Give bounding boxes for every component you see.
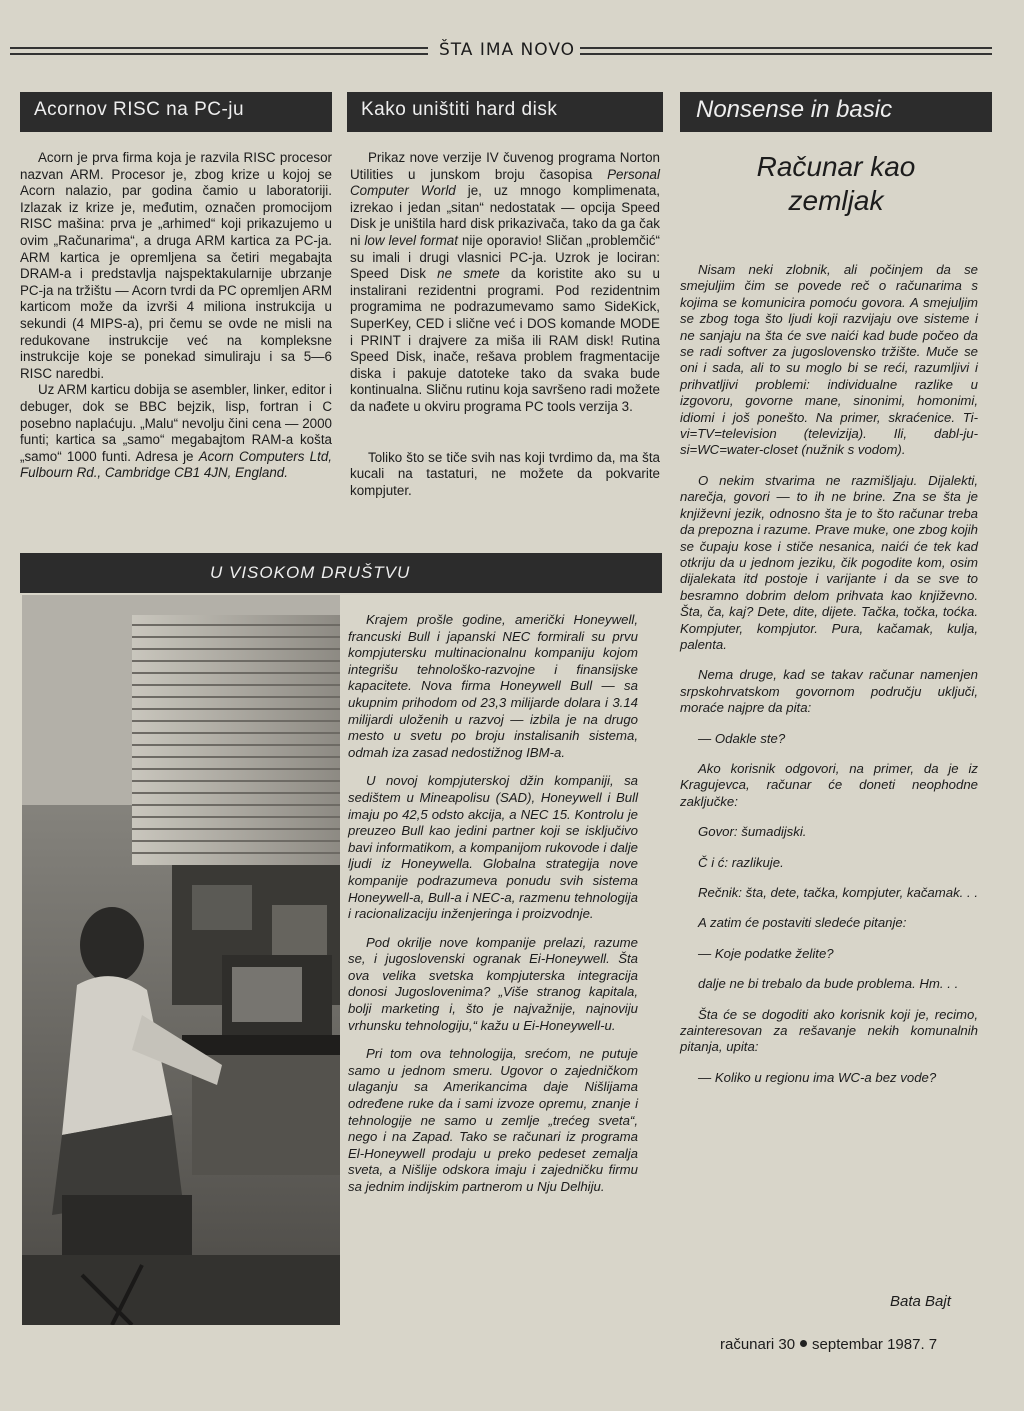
paragraph: — Koliko u regionu ima WC-a bez vode? — [698, 1069, 937, 1085]
footer-bullet — [800, 1340, 807, 1347]
paragraph: Krajem prošle godine, američki Honeywell, francuski Bull i japanski NEC formirali su prvu kompjutersku multinacionalnu kompaniju kojom integrišu tehnološko-razvojne i finansijske kapacitete. Nova firma Honeywell Bull — sa ukupnim prihodom od 23,3 milijarde dolara i 3.14 milijardi uloženih u razvoj — izbila je na drugo mesto u svetu po broju instalisanih sistema, odmah iza zasad nedostižnog IBM-a. — [348, 612, 638, 760]
paragraph: — Koje podatke želite? — [698, 945, 834, 961]
article-acorn-body — [20, 150, 332, 482]
footer-page-number: 7 — [928, 1336, 938, 1353]
author-signature: Bata Bajt — [890, 1293, 951, 1310]
paragraph: Pod okrilje nove kompanije prelazi, razume se, i jugoslovenski ogranak Ei-Honeywell. Šta ova velika svetska kompjuterska integracija donosi Jugoslovenima? „Više stranog kapitala, bolji marketing i, što je najvažnije, najnoviju vrhunsku tehnologiju,“ kažu u Ei-Honeywell-u. — [348, 934, 638, 1033]
paragraph: Ako korisnik odgovori, na primer, da je iz Kragujevca, računar će doneti neophodne zaključke: — [680, 760, 978, 809]
header-rule-left — [10, 47, 428, 55]
footer-date: septembar 1987. — [812, 1336, 925, 1353]
article-hard-disk-body — [350, 150, 660, 499]
paragraph: Govor: šumadijski. — [698, 824, 807, 840]
paragraph: dalje ne bi trebalo da bude problema. Hm. . . — [698, 976, 959, 992]
paragraph: A zatim će postaviti sledeće pitanje: — [698, 915, 907, 931]
paragraph: Uz ARM karticu dobija se asembler, linker, editor i debuger, dok se BBC bejzik, lisp, fortran i C posebno naplaćuju. „Malu“ nevolju čini cena — 2000 funti; kartica sa „samo“ megabajtom RAM-a košta „samo“ 1000 funti. Adresa je Acorn Computers Ltd, Fulbourn Rd., Cambridge CB1 4JN, England. — [20, 382, 332, 481]
paragraph: Nisam neki zlobnik, ali počinjem da se smejuljim čim se povede reč o računarima s kojima se komunicira pomoću govora. A smejuljim se zbog toga što ljudi koji razvijaju ove sisteme i ne sanjaju na šta će sve naići kad bude počeo da se radi softver za jugoslovensko tržište. Muče se oni i sada, ali to su moglo bi se reći, razumljivi i prihvatljivi problemi: individualne razlike u izgovoru, govorne mane, sinonimi, homonimi, idiomi i još ponešto. Na primer, skraćenice. Ti-vi=TV=television (televizija). Ili, dabl-ju-si=WC=water-closet (nužnik s vodom). — [680, 262, 978, 458]
article-title-racunar — [680, 150, 992, 218]
paragraph: — Odakle ste? — [698, 730, 786, 746]
article-title-text: Računar kao zemljak — [756, 151, 916, 216]
office-photo-image — [22, 595, 340, 1325]
article-heading-hard-disk: Kako uništiti hard disk — [347, 92, 663, 132]
paragraph: Nema druge, kad se takav računar namenjen srpskohrvatskom govornom području uključi, moraće najpre da pita: — [680, 667, 978, 716]
footer-magazine: računari 30 — [720, 1336, 796, 1353]
article-visoko-drustvo-body — [348, 612, 638, 1208]
article-nonsense-body — [680, 262, 978, 1100]
page-footer — [720, 1336, 937, 1353]
paragraph: Pri tom ova tehnologija, srećom, ne putuje samo u jednom smeru. Ugovor o zajedničkom ulaganju sa Amerikancima daje Nišlijama određene ruke da i sami izvoze opremu, znanje i tehnologije ne samo u zemlje „trećeg sveta“, nego i na Zapad. Tako se računari iz programa El-Honeywell prodaju u preko pedeset zemalja sveta, a Nišlije odskora imaju i zajedničku firmu sa jednim indijskim partnerom u Nju Delhiju. — [348, 1046, 638, 1194]
paragraph: Acorn je prva firma koja je razvila RISC procesor nazvan ARM. Procesor je, zbog krize u kojoj se Acorn nalazio, par godina čamio u laboratoriji. Izlazak iz krize je, međutim, označen promocijom RISC mašina: prva je „arhimed“ koji prikazujemo u ovim „Računarima“, a druga ARM kartica za PC-ja. ARM kartica je opremljena sa četiri megabajta DRAM-a i predstavlja najspektakularnije ubrzanje PC-ja na tržištu — Acorn tvrdi da PC opremljen ARM karticom može da izvrši 4 miliona instrukcija u sekundi (4 MIPS-a), pri čemu se ovde ne misli na redukovane instrukcije već na kompleksne instrukcije koje se ponekad simuliraju i sa 5—6 RISC naredbi. — [20, 150, 332, 381]
paragraph: Šta će se dogoditi ako korisnik koji je, recimo, zainteresovan za rešavanje nekih komunalnih pitanja, upita: — [680, 1006, 978, 1055]
office-photo — [22, 595, 340, 1325]
article-heading-nonsense: Nonsense in basic — [680, 92, 992, 132]
paragraph: Toliko što se tiče svih nas koji tvrdimo da, ma šta kucali na tastaturi, ne možete da pokvarite kompjuter. — [350, 449, 660, 498]
article-heading-acorn: Acornov RISC na PC-ju — [20, 92, 332, 132]
paragraph: Č i ć: razlikuje. — [698, 854, 784, 870]
section-title: ŠTA IMA NOVO — [438, 40, 576, 60]
article-heading-visoko-drustvo: U VISOKOM DRUŠTVU — [20, 553, 662, 593]
paragraph: U novoj kompjuterskoj džin kompaniji, sa sedištem u Mineapolisu (SAD), Honeywell i Bull imaju po 42,5 odsto akcija, a NEC 15. Kontrolu je preuzeo Bull kao jedini partner koji se isključivo bavi informatikom, a kompanijom rukovode i dalje ljudi iz Honeywella. Globalna strategija nove kompanije podrazumeva ponudu svih sistema Honeywell-a, Bull-a i NEC-a, razmenu tehnologija i racionalizaciju inženjeringa i proizvodnje. — [348, 773, 638, 922]
paragraph: Rečnik: šta, dete, tačka, kompjuter, kačamak. . . — [698, 885, 978, 900]
paragraph: Prikaz nove verzije IV čuvenog programa Norton Utilities u junskom broju časopisa Personal Computer World je, uz mnogo komplimenata, izrekao i jedan „sitan“ nedostatak — opcija Speed Disk je uništila hard disk prikazivača, tako da ga čak ni low level format nije oporavio! Sličan „problemčić“ su imali i drugi vlasnici PC-ja. Uzrok je lociran: Speed Disk ne smete da koristite ako su u instalirani rezidentni programi. Pod rezidentnim programima ne podrazumevamo samo SideKick, SuperKey, CED i slične već i DOS komande MODE i PRINT i drajvere za miša ili RAM disk! Rutina Speed Disk, inače, rešava problem fragmentacije diska i pakuje datoteke tako da svaka bude kontinualna. Sličnu rutinu koja savršeno radi možete da nađete u okviru programa PC tools verzija 3. — [350, 150, 660, 414]
header-rule-right — [580, 47, 992, 55]
paragraph: O nekim stvarima ne razmišljaju. Dijalekti, narečja, govori — to ih ne brine. Zna se šta je književni jezik, odnosno šta je to što računar treba da prepozna i razume. Prave muke, one zbog kojih se čupaju kose i stiče nesanica, naići će tek kad otkriju da u jednom jeziku, čik pogodite kom, osim dijalekata itd postoje i varijante i da se sve to besramno dobrim delom prihvata kao književno. Šta, ča, kaj? Dete, dite, dijete. Tačka, točka, toćka. Kompjuter, kompjutor. Pura, kačamak, kulja, palenta. — [680, 472, 978, 652]
section-header — [10, 40, 992, 64]
